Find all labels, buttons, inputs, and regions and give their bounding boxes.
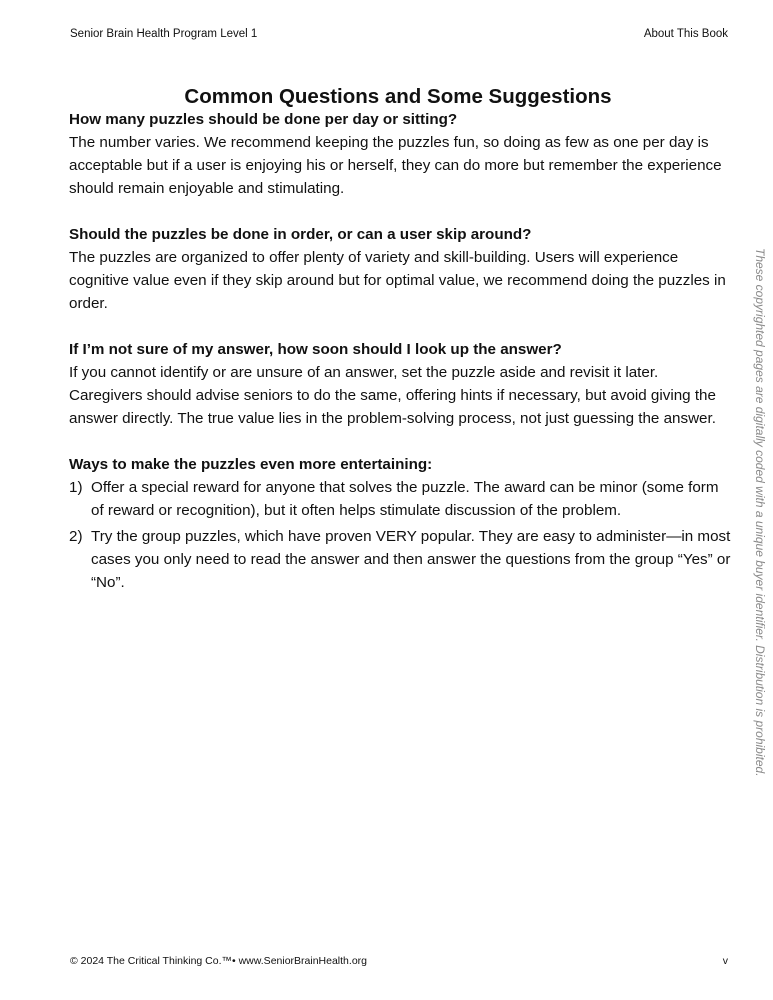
faq-section-2 <box>69 223 734 315</box>
page-number: v <box>722 955 728 967</box>
faq-answer: If you cannot identify or are unsure of an answer, set the puzzle aside and revisit it later. Caregivers should advise seniors to do the same, offering hints if necessary, but avoid giving the answer directly. The true value lies in the problem-solving process, not just guessing the answer. <box>69 364 716 427</box>
footer-copyright: © 2024 The Critical Thinking Co.™• www.SeniorBrainHealth.org <box>70 955 367 967</box>
copyright-side-note <box>750 248 770 777</box>
content <box>69 108 734 617</box>
list-item-text: Offer a special reward for anyone that solves the puzzle. The award can be minor (some form of reward or recognition), but it often helps stimulate discussion of the problem. <box>91 479 719 519</box>
list-item <box>69 525 734 594</box>
list-item-number: 1) <box>69 479 83 496</box>
side-note-text: These copyrighted pages are digitally coded with a unique buyer identifier. Distribution is prohibited. <box>753 248 767 777</box>
faq-question: How many puzzles should be done per day or sitting? <box>69 111 458 128</box>
faq-section-1 <box>69 108 734 200</box>
page-header-left: Senior Brain Health Program Level 1 <box>70 28 258 40</box>
suggestion-list <box>69 476 734 594</box>
list-item-text: Try the group puzzles, which have proven VERY popular. They are easy to administer—in most cases you only need to read the answer and then answer the questions from the group “Yes” or “No”. <box>91 528 731 591</box>
faq-question: Ways to make the puzzles even more entertaining: <box>69 456 433 473</box>
list-item <box>69 476 734 522</box>
faq-answer: The puzzles are organized to offer plenty of variety and skill-building. Users will experience cognitive value even if they skip around but for optimal value, we recommend doing the puzzles in order. <box>69 249 726 312</box>
page-header-right: About This Book <box>643 28 728 40</box>
list-item-number: 2) <box>69 528 83 545</box>
faq-section-4 <box>69 453 734 594</box>
faq-section-3 <box>69 338 734 430</box>
page-title: Common Questions and Some Suggestions <box>184 84 612 108</box>
faq-answer: The number varies. We recommend keeping the puzzles fun, so doing as few as one per day is acceptable but if a user is enjoying his or herself, they can do more but remember the experience should remain enjoyable and stimulating. <box>69 134 722 197</box>
faq-question: Should the puzzles be done in order, or can a user skip around? <box>69 226 532 243</box>
faq-question: If I’m not sure of my answer, how soon should I look up the answer? <box>69 341 562 358</box>
